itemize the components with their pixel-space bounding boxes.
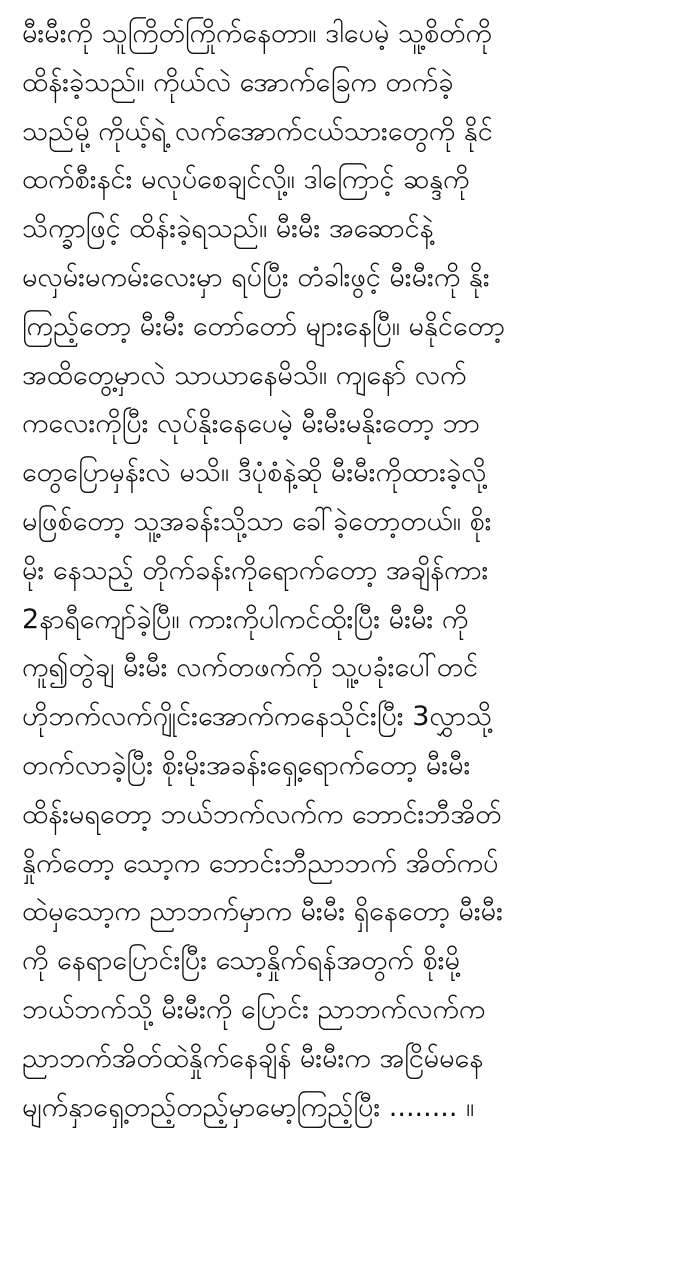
text-line: ကို နေရာပြောင်းပြီး သော့နှိုက်ရန်အတွက် စိုးမို့ xyxy=(22,945,460,977)
text-line: မလှမ်းမကမ်းလေးမှာ ရပ်ပြီး တံခါးဖွင့် မီးမီးကို နိုး xyxy=(22,261,490,293)
text-line: မီးမီးကို သူကြိတ်ကြိုက်နေတာ။ ဒါပေမဲ့ သူ့စိတ်ကို xyxy=(22,18,492,49)
paragraph xyxy=(22,10,672,1132)
text-line: ကြည့်တော့ မီးမီး တော်တော် များနေပြီ။ မနိုင်တော့ xyxy=(22,310,505,342)
text-line: သိက္ခာဖြင့် ထိန်းခဲ့ရသည်။ မီးမီး အဆောင်နဲ့ xyxy=(22,213,434,245)
text-line: မိုး နေသည့် တိုက်ခန်းကိုရောက်တော့ အချိန်ကား xyxy=(22,554,489,586)
text-line: အထိတွေ့မှာလဲ သာယာနေမိသိ။ ကျနော် လက် xyxy=(22,359,467,391)
text-line: နှိုက်တော့ သော့က ဘောင်းဘီညာဘက် အိတ်ကပ် xyxy=(22,847,499,879)
text-line: ထက်စီးနင်း မလုပ်စေချင်လို့။ ဒါကြောင့် ဆန္ဒကို xyxy=(22,164,470,196)
text-line: မဖြစ်တော့ သူ့အခန်းသို့သာ ခေါ်ခဲ့တော့တယ်။ စိုး xyxy=(22,505,492,537)
text-line: ကူ၍တွဲချ မီးမီး လက်တဖက်ကို သူ့ပခုံးပေါ်တင် xyxy=(22,652,479,684)
text-line: 2နာရီကျော်ခဲ့ပြီ။ ကားကိုပါကင်ထိုးပြီး မီးမီး ကို xyxy=(22,603,469,635)
text-line: ထိန်းခဲ့သည်။ ကိုယ်လဲ အောက်ခြေက တက်ခဲ့ xyxy=(22,66,454,98)
text-line: ထဲမှသော့က ညာဘက်မှာက မီးမီး ရှိနေတော့ မီးမီး xyxy=(22,896,503,928)
text-line: ထိန်းမရတော့ ဘယ်ဘက်လက်က ဘောင်းဘီအိတ် xyxy=(22,798,502,830)
text-line: တွေပြောမှန်းလဲ မသိ။ ဒီပုံစံနဲ့ဆို မီးမီးကိုထားခဲ့လို့ xyxy=(22,457,487,489)
text-line: ဟိုဘက်လက်ဂျိုင်းအောက်ကနေသိုင်းပြီး 3လွှာသို့ xyxy=(22,701,492,733)
text-line: မျက်နှာရှေ့တည့်တည့်မှာမော့ကြည့်ပြီး ........ ။ xyxy=(22,1091,475,1123)
text-line: ဘယ်ဘက်သို့ မီးမီးကို ပြောင်း ညာဘက်လက်က xyxy=(22,993,486,1025)
text-line: တက်လာခဲ့ပြီး စိုးမိုးအခန်းရှေ့ရောက်တော့ မီးမီး xyxy=(22,749,471,781)
text-line: သည်မို့ ကိုယ့်ရဲ့ လက်အောက်ငယ်သားတွေကို နိုင် xyxy=(22,115,493,147)
text-line: ကလေးကိုပြီး လုပ်နိုးနေပေမဲ့ မီးမီးမနိုးတော့ ဘာ xyxy=(22,408,480,440)
text-line: ညာဘက်အိတ်ထဲနှိုက်နေချိန် မီးမီးက အငြိမ်မနေ xyxy=(22,1042,484,1074)
